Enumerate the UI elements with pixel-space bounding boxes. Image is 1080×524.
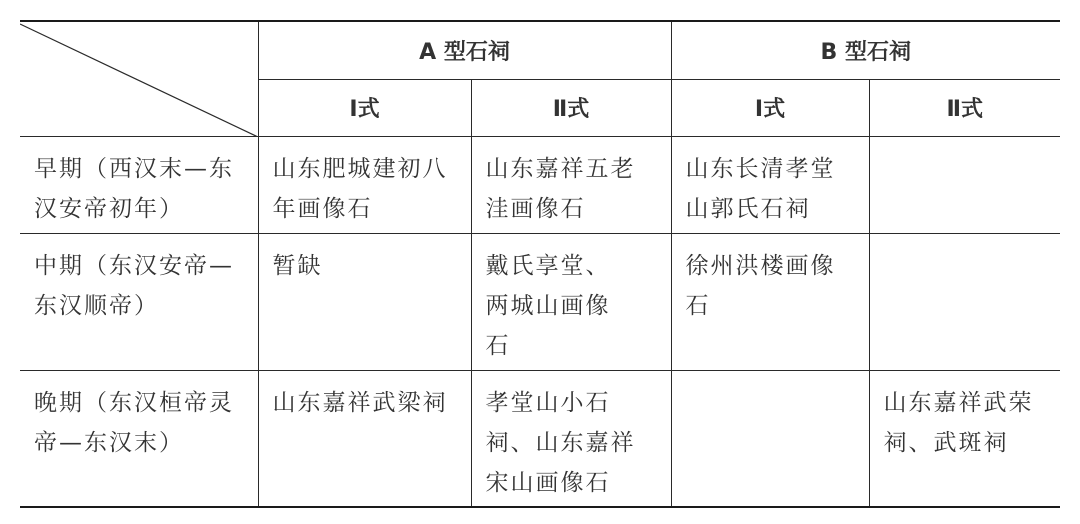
cell-text: 山东肥城建初八年画像石 [272,155,448,222]
table-cell [869,233,1060,370]
table-cell [671,233,869,370]
cell-text [672,371,869,383]
period-cell [20,370,258,507]
table-cell [258,370,471,507]
cell-text: 孝堂山小石祠、山东嘉祥宋山画像石 [485,389,636,496]
table-cell [869,136,1060,233]
type-a-style-1-header: Ⅰ式 [258,79,471,136]
table-cell [471,136,671,233]
cell-text: 山东嘉祥武梁祠 [272,389,448,416]
table-row-middle [20,233,1060,370]
diagonal-line [20,22,258,137]
type-b-style-1-header: Ⅰ式 [671,79,869,136]
period-label: 早期（西汉末—东汉安帝初年） [34,155,234,222]
period-cell [20,233,258,370]
cell-text: 山东长清孝堂山郭氏石祠 [685,155,836,222]
table-cell [258,233,471,370]
type-b-style-2-header: Ⅱ式 [869,79,1060,136]
table-cell [671,370,869,507]
cell-text: 暂缺 [272,252,323,279]
table-cell [869,370,1060,507]
table-cell [258,136,471,233]
cell-text [870,234,1061,246]
classification-table [20,20,1060,508]
table-row-late [20,370,1060,507]
period-cell [20,136,258,233]
cell-text: 徐州洪楼画像石 [685,252,836,319]
cell-text [870,137,1061,149]
type-b-header: B 型石祠 [671,21,1060,79]
period-label: 中期（东汉安帝—东汉顺帝） [34,252,234,319]
table-cell [671,136,869,233]
type-a-header: A 型石祠 [258,21,671,79]
diagonal-header-cell [20,21,258,136]
period-label: 晚期（东汉桓帝灵帝—东汉末） [34,389,234,456]
table-cell [471,233,671,370]
table-row-early [20,136,1060,233]
cell-text: 山东嘉祥武荣祠、武斑祠 [883,389,1034,456]
type-a-style-2-header: Ⅱ式 [471,79,671,136]
cell-text: 戴氏享堂、两城山画像石 [485,252,611,359]
table-cell [471,370,671,507]
cell-text: 山东嘉祥五老洼画像石 [485,155,636,222]
